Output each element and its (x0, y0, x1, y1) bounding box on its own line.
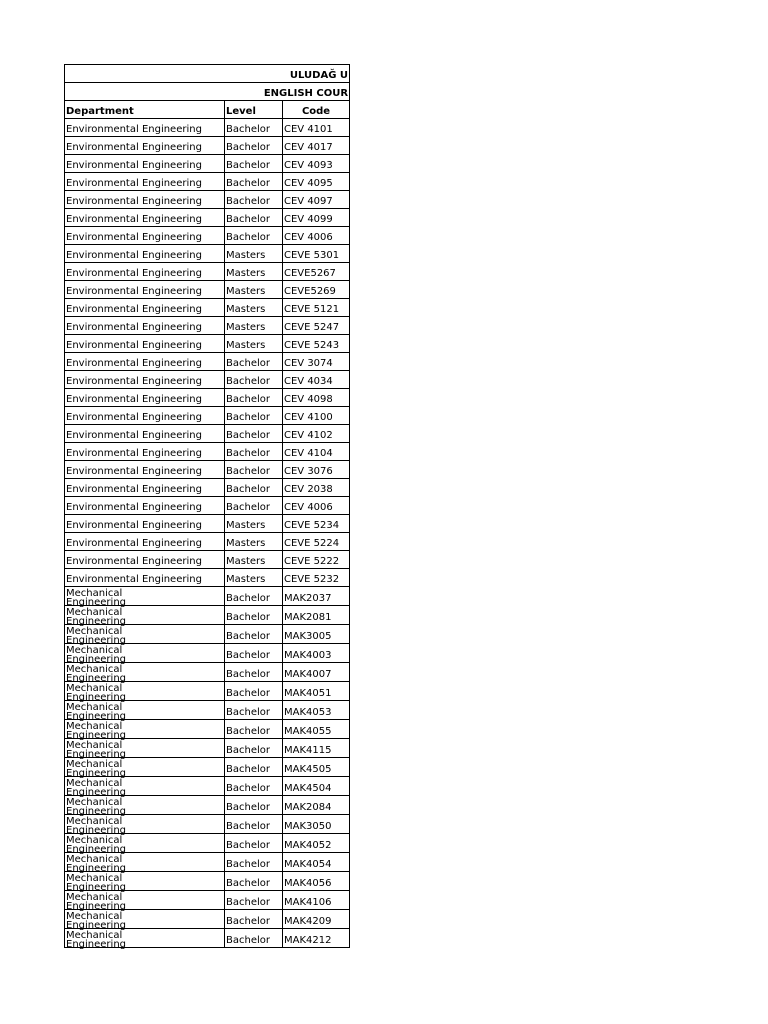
department-text: Mechanical Engineering (66, 664, 126, 684)
department-cell (65, 891, 225, 910)
level-cell: Bachelor (225, 497, 283, 515)
level-cell: Masters (225, 281, 283, 299)
code-cell: CEVE 5243 (283, 335, 350, 353)
code-cell: CEV 4093 (283, 155, 350, 173)
department-cell (65, 663, 225, 682)
level-cell: Bachelor (225, 663, 283, 682)
department-text: Mechanical Engineering (66, 911, 126, 931)
level-cell: Masters (225, 569, 283, 587)
department-cell: Environmental Engineering (65, 335, 225, 353)
department-text: Mechanical Engineering (66, 797, 126, 817)
code-cell: CEV 4097 (283, 191, 350, 209)
department-cell: Environmental Engineering (65, 461, 225, 479)
department-cell: Environmental Engineering (65, 263, 225, 281)
department-cell: Environmental Engineering (65, 353, 225, 371)
department-cell: Environmental Engineering (65, 479, 225, 497)
code-cell: MAK4504 (283, 777, 350, 796)
level-cell: Bachelor (225, 587, 283, 606)
department-cell: Environmental Engineering (65, 191, 225, 209)
level-cell: Bachelor (225, 644, 283, 663)
level-cell: Bachelor (225, 815, 283, 834)
code-cell: MAK4505 (283, 758, 350, 777)
table-row (65, 119, 350, 137)
table-row (65, 834, 350, 853)
level-cell: Bachelor (225, 443, 283, 461)
code-cell: CEVE 5224 (283, 533, 350, 551)
department-cell: Environmental Engineering (65, 317, 225, 335)
level-cell: Bachelor (225, 891, 283, 910)
table-row (65, 317, 350, 335)
table-row (65, 910, 350, 929)
department-text: Mechanical Engineering (66, 873, 126, 893)
table-row (65, 461, 350, 479)
level-cell: Bachelor (225, 155, 283, 173)
level-cell: Masters (225, 245, 283, 263)
department-cell (65, 701, 225, 720)
code-cell: CEV 3074 (283, 353, 350, 371)
table-row (65, 533, 350, 551)
table-row (65, 872, 350, 891)
table-row (65, 299, 350, 317)
code-cell: MAK4212 (283, 929, 350, 948)
level-cell: Bachelor (225, 910, 283, 929)
table-row (65, 191, 350, 209)
department-cell: Environmental Engineering (65, 299, 225, 317)
code-cell: CEV 4034 (283, 371, 350, 389)
department-cell (65, 682, 225, 701)
code-cell: CEV 4006 (283, 497, 350, 515)
table-row (65, 682, 350, 701)
table-subtitle: ENGLISH COUR (65, 83, 350, 101)
level-cell: Bachelor (225, 777, 283, 796)
table-row (65, 353, 350, 371)
department-cell: Environmental Engineering (65, 173, 225, 191)
level-cell: Masters (225, 299, 283, 317)
table-row (65, 425, 350, 443)
code-cell: MAK4115 (283, 739, 350, 758)
table-row (65, 663, 350, 682)
department-cell: Environmental Engineering (65, 533, 225, 551)
table-row (65, 777, 350, 796)
level-cell: Bachelor (225, 191, 283, 209)
code-cell: MAK4054 (283, 853, 350, 872)
code-cell: CEVE 5234 (283, 515, 350, 533)
department-cell (65, 777, 225, 796)
table-row (65, 606, 350, 625)
department-text: Mechanical Engineering (66, 683, 126, 703)
department-cell (65, 587, 225, 606)
table-row (65, 929, 350, 948)
code-cell: MAK2081 (283, 606, 350, 625)
department-text: Mechanical Engineering (66, 892, 126, 912)
department-cell: Environmental Engineering (65, 569, 225, 587)
table-row (65, 497, 350, 515)
level-cell: Bachelor (225, 119, 283, 137)
level-cell: Bachelor (225, 479, 283, 497)
department-text: Mechanical Engineering (66, 835, 126, 855)
department-cell: Environmental Engineering (65, 407, 225, 425)
level-cell: Bachelor (225, 682, 283, 701)
table-row (65, 853, 350, 872)
table-row (65, 587, 350, 606)
code-cell: MAK4055 (283, 720, 350, 739)
table-row (65, 515, 350, 533)
table-row (65, 701, 350, 720)
department-cell: Environmental Engineering (65, 497, 225, 515)
department-text: Mechanical Engineering (66, 645, 126, 665)
code-cell: CEVE 5301 (283, 245, 350, 263)
department-cell (65, 644, 225, 663)
department-cell: Environmental Engineering (65, 425, 225, 443)
level-cell: Bachelor (225, 834, 283, 853)
department-cell (65, 625, 225, 644)
table-row (65, 815, 350, 834)
column-header-level: Level (225, 101, 283, 119)
level-cell: Bachelor (225, 209, 283, 227)
code-cell: CEV 4102 (283, 425, 350, 443)
code-cell: MAK2084 (283, 796, 350, 815)
table-row (65, 720, 350, 739)
department-text: Mechanical Engineering (66, 721, 126, 741)
department-text: Mechanical Engineering (66, 626, 126, 646)
code-cell: CEVE 5222 (283, 551, 350, 569)
level-cell: Bachelor (225, 227, 283, 245)
department-cell (65, 758, 225, 777)
code-cell: CEV 4095 (283, 173, 350, 191)
code-cell: MAK4056 (283, 872, 350, 891)
table-row (65, 443, 350, 461)
department-cell: Environmental Engineering (65, 389, 225, 407)
code-cell: CEV 4006 (283, 227, 350, 245)
department-cell (65, 910, 225, 929)
level-cell: Masters (225, 551, 283, 569)
level-cell: Bachelor (225, 407, 283, 425)
code-cell: CEV 4100 (283, 407, 350, 425)
department-text: Mechanical Engineering (66, 607, 126, 627)
department-cell (65, 815, 225, 834)
code-cell: MAK4007 (283, 663, 350, 682)
department-cell (65, 834, 225, 853)
code-cell: MAK4052 (283, 834, 350, 853)
department-cell (65, 720, 225, 739)
column-header-code: Code (283, 101, 350, 119)
department-cell: Environmental Engineering (65, 137, 225, 155)
table-row (65, 796, 350, 815)
code-cell: MAK4106 (283, 891, 350, 910)
table-row (65, 758, 350, 777)
department-cell (65, 853, 225, 872)
code-cell: CEVE 5232 (283, 569, 350, 587)
column-header-department: Department (65, 101, 225, 119)
department-cell: Environmental Engineering (65, 119, 225, 137)
code-cell: CEV 3076 (283, 461, 350, 479)
department-cell: Environmental Engineering (65, 209, 225, 227)
table-row (65, 155, 350, 173)
table-row (65, 281, 350, 299)
level-cell: Bachelor (225, 701, 283, 720)
department-cell: Environmental Engineering (65, 371, 225, 389)
code-cell: CEV 4104 (283, 443, 350, 461)
level-cell: Masters (225, 533, 283, 551)
department-text: Mechanical Engineering (66, 854, 126, 874)
level-cell: Bachelor (225, 371, 283, 389)
department-text: Mechanical Engineering (66, 702, 126, 722)
table-row (65, 371, 350, 389)
table-row (65, 569, 350, 587)
code-cell: CEV 4098 (283, 389, 350, 407)
table-row (65, 137, 350, 155)
course-table-sheet (64, 64, 349, 950)
department-cell (65, 872, 225, 891)
department-text: Mechanical Engineering (66, 778, 126, 798)
table-row (65, 173, 350, 191)
code-cell: MAK3050 (283, 815, 350, 834)
level-cell: Bachelor (225, 425, 283, 443)
level-cell: Masters (225, 317, 283, 335)
level-cell: Bachelor (225, 461, 283, 479)
table-row (65, 479, 350, 497)
department-text: Mechanical Engineering (66, 588, 126, 608)
department-cell (65, 929, 225, 948)
level-cell: Masters (225, 515, 283, 533)
level-cell: Bachelor (225, 137, 283, 155)
code-cell: CEV 4101 (283, 119, 350, 137)
code-cell: CEV 4099 (283, 209, 350, 227)
level-cell: Bachelor (225, 389, 283, 407)
table-row (65, 209, 350, 227)
department-cell: Environmental Engineering (65, 515, 225, 533)
table-row (65, 551, 350, 569)
department-text: Mechanical Engineering (66, 930, 126, 950)
department-cell: Environmental Engineering (65, 443, 225, 461)
level-cell: Bachelor (225, 625, 283, 644)
code-cell: CEV 2038 (283, 479, 350, 497)
department-cell: Environmental Engineering (65, 155, 225, 173)
code-cell: MAK4051 (283, 682, 350, 701)
department-cell: Environmental Engineering (65, 281, 225, 299)
level-cell: Bachelor (225, 353, 283, 371)
table-row (65, 245, 350, 263)
table-row (65, 227, 350, 245)
level-cell: Bachelor (225, 853, 283, 872)
header-row (65, 101, 350, 119)
table-row (65, 335, 350, 353)
code-cell: CEVE 5121 (283, 299, 350, 317)
level-cell: Bachelor (225, 720, 283, 739)
department-text: Mechanical Engineering (66, 816, 126, 836)
level-cell: Bachelor (225, 739, 283, 758)
table-row (65, 644, 350, 663)
department-cell (65, 796, 225, 815)
level-cell: Bachelor (225, 606, 283, 625)
level-cell: Bachelor (225, 872, 283, 891)
table-row (65, 407, 350, 425)
department-cell: Environmental Engineering (65, 245, 225, 263)
department-cell: Environmental Engineering (65, 551, 225, 569)
table-row (65, 739, 350, 758)
level-cell: Bachelor (225, 929, 283, 948)
code-cell: CEVE 5247 (283, 317, 350, 335)
table-row (65, 891, 350, 910)
table-row (65, 625, 350, 644)
department-cell (65, 606, 225, 625)
code-cell: CEV 4017 (283, 137, 350, 155)
level-cell: Masters (225, 263, 283, 281)
code-cell: MAK4209 (283, 910, 350, 929)
level-cell: Bachelor (225, 796, 283, 815)
table-row (65, 389, 350, 407)
code-cell: CEVE5269 (283, 281, 350, 299)
table-row (65, 263, 350, 281)
level-cell: Bachelor (225, 173, 283, 191)
course-table (64, 64, 350, 948)
department-cell (65, 739, 225, 758)
code-cell: MAK3005 (283, 625, 350, 644)
department-text: Mechanical Engineering (66, 740, 126, 760)
department-text: Mechanical Engineering (66, 759, 126, 779)
code-cell: MAK4003 (283, 644, 350, 663)
university-title: ULUDAĞ U (65, 65, 350, 83)
department-cell: Environmental Engineering (65, 227, 225, 245)
code-cell: MAK2037 (283, 587, 350, 606)
level-cell: Bachelor (225, 758, 283, 777)
level-cell: Masters (225, 335, 283, 353)
code-cell: MAK4053 (283, 701, 350, 720)
code-cell: CEVE5267 (283, 263, 350, 281)
